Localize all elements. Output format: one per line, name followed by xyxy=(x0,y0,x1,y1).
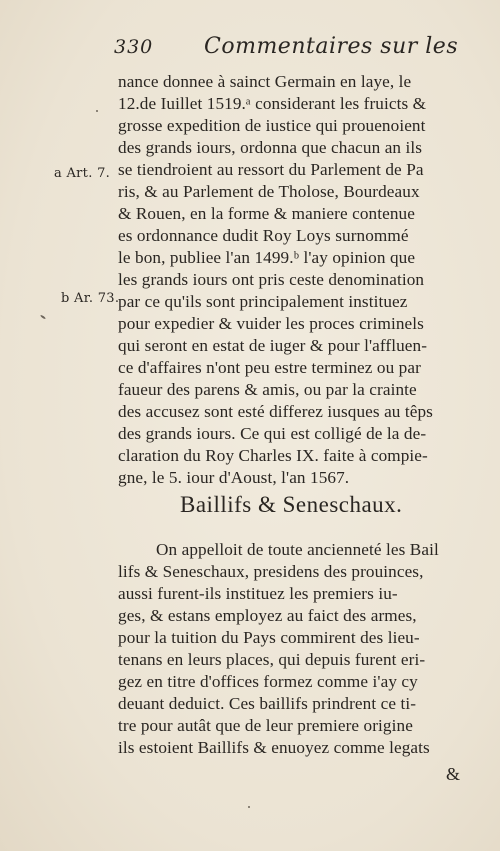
text-line: 12.de Iuillet 1519.ᵃ considerant les fruicts & xyxy=(118,94,427,113)
text-line: deuant deduict. Ces baillifs prindrent ce ti- xyxy=(118,694,417,713)
text-line: des grands iours. Ce qui est colligé de la de- xyxy=(118,424,427,443)
text-line: nance donnee à sainct Germain en laye, le xyxy=(118,72,412,91)
text-line: faueur des parens & amis, ou par la crainte xyxy=(118,380,417,399)
text-line: ris, & au Parlement de Tholose, Bourdeaux xyxy=(118,182,420,201)
paper-speck xyxy=(248,806,250,808)
text-line: ce d'affaires n'ont peu estre terminez ou par xyxy=(118,358,421,377)
text-line: tre pour autât que de leur premiere origine xyxy=(118,716,413,735)
text-line: par ce qu'ils sont principalement instituez xyxy=(118,292,408,311)
text-line: es ordonnance dudit Roy Loys surnommé xyxy=(118,226,409,245)
page-header xyxy=(0,34,500,64)
text-line: qui seront en estat de iuger & pour l'affluen- xyxy=(118,336,428,355)
margin-note: a Art. 7. xyxy=(54,166,111,181)
text-line: se tiendroient au ressort du Parlement de Pa xyxy=(118,160,424,179)
page-number: 330 xyxy=(114,36,154,58)
text-line: lifs & Seneschaux, presidens des prouinces, xyxy=(118,562,424,581)
text-line: claration du Roy Charles IX. faite à compie- xyxy=(118,446,428,465)
text-line: le bon, publiee l'an 1499.ᵇ l'ay opinion que xyxy=(118,248,416,267)
paper-speck xyxy=(40,314,46,319)
text-line: On appelloit de toute ancienneté les Bail xyxy=(156,540,439,559)
text-line: tenans en leurs places, qui depuis furent eri- xyxy=(118,650,426,669)
text-line: aussi furent-ils instituez les premiers iu- xyxy=(118,584,398,603)
text-line: des accusez sont esté differez iusques au têps xyxy=(118,402,433,421)
running-title: Commentaires sur les xyxy=(204,34,459,59)
text-line: & Rouen, en la forme & maniere contenue xyxy=(118,204,415,223)
catchword: & xyxy=(446,764,461,784)
text-line: pour la tuition du Pays commirent des lieu- xyxy=(118,628,420,647)
text-line: grosse expedition de iustice qui prouenoient xyxy=(118,116,426,135)
paper-speck xyxy=(96,110,98,112)
text-line: des grands iours, ordonna que chacun an ils xyxy=(118,138,423,157)
text-line: ils estoient Baillifs & enuoyez comme legats xyxy=(118,738,430,757)
text-line: ges, & estans employez au faict des armes, xyxy=(118,606,417,625)
margin-note: b Ar. 73. xyxy=(61,291,120,306)
section-heading: Baillifs & Seneschaux. xyxy=(180,492,403,517)
text-line: gne, le 5. iour d'Aoust, l'an 1567. xyxy=(118,468,350,487)
text-line: pour expedier & vuider les proces criminels xyxy=(118,314,424,333)
text-line: les grands iours ont pris ceste denomination xyxy=(118,270,425,289)
text-line: gez en titre d'offices formez comme i'ay cy xyxy=(118,672,418,691)
